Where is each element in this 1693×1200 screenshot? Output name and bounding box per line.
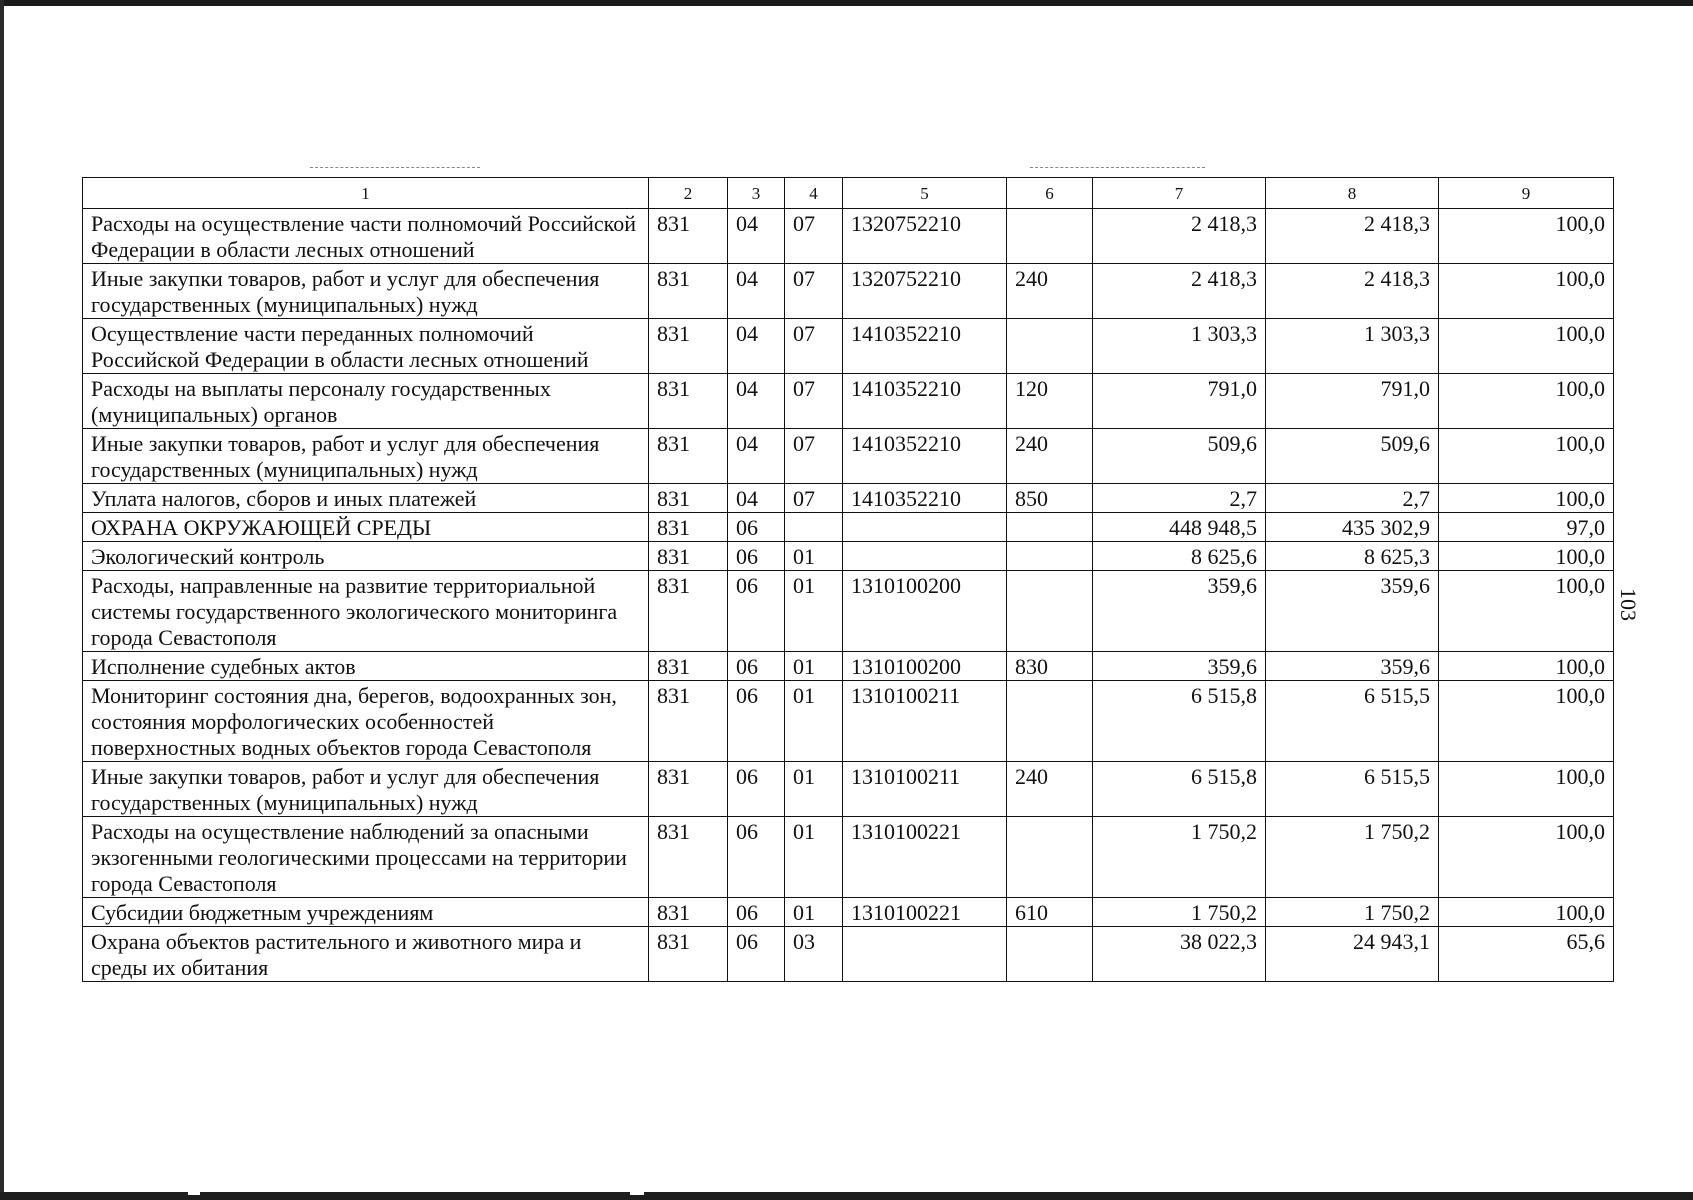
column-header-1: 1: [83, 178, 649, 209]
code-section: 06: [728, 817, 785, 898]
value-percent: 100,0: [1439, 652, 1614, 681]
code-section: 06: [728, 652, 785, 681]
code-expense-type: [1007, 542, 1093, 571]
code-ministry: 831: [649, 542, 728, 571]
code-target: 1310100200: [843, 571, 1007, 652]
code-subsection: 07: [785, 374, 843, 429]
code-expense-type: 610: [1007, 898, 1093, 927]
value-planned: 6 515,8: [1093, 681, 1266, 762]
value-percent: 100,0: [1439, 209, 1614, 264]
value-actual: 1 303,3: [1266, 319, 1439, 374]
code-subsection: 01: [785, 762, 843, 817]
code-subsection: 01: [785, 898, 843, 927]
code-section: 06: [728, 571, 785, 652]
code-ministry: 831: [649, 571, 728, 652]
code-target: 1310100221: [843, 898, 1007, 927]
table-row: [83, 542, 1614, 571]
column-header-8: 8: [1266, 178, 1439, 209]
code-target: [843, 513, 1007, 542]
row-name: Расходы, направленные на развитие территориальной системы государственного экологического мониторинга города Севастополя: [83, 571, 649, 652]
value-percent: 100,0: [1439, 542, 1614, 571]
code-subsection: 01: [785, 571, 843, 652]
table-row: [83, 652, 1614, 681]
value-planned: 509,6: [1093, 429, 1266, 484]
code-expense-type: [1007, 513, 1093, 542]
table-header-row: [83, 178, 1614, 209]
code-ministry: 831: [649, 209, 728, 264]
value-planned: 359,6: [1093, 652, 1266, 681]
value-percent: 100,0: [1439, 898, 1614, 927]
code-section: 04: [728, 264, 785, 319]
row-name: Уплата налогов, сборов и иных платежей: [83, 484, 649, 513]
code-expense-type: 240: [1007, 264, 1093, 319]
table-row: [83, 571, 1614, 652]
code-section: 04: [728, 484, 785, 513]
code-section: 06: [728, 898, 785, 927]
row-name: Расходы на выплаты персоналу государственных (муниципальных) органов: [83, 374, 649, 429]
column-header-9: 9: [1439, 178, 1614, 209]
table-row: [83, 513, 1614, 542]
row-name: Охрана объектов растительного и животного мира и среды их обитания: [83, 927, 649, 982]
code-target: 1410352210: [843, 374, 1007, 429]
value-planned: 359,6: [1093, 571, 1266, 652]
value-actual: 435 302,9: [1266, 513, 1439, 542]
value-actual: 2,7: [1266, 484, 1439, 513]
row-name: Иные закупки товаров, работ и услуг для обеспечения государственных (муниципальных) нужд: [83, 762, 649, 817]
row-name: Иные закупки товаров, работ и услуг для обеспечения государственных (муниципальных) нужд: [83, 264, 649, 319]
code-section: 04: [728, 319, 785, 374]
code-target: 1310100211: [843, 762, 1007, 817]
value-percent: 65,6: [1439, 927, 1614, 982]
code-subsection: 01: [785, 542, 843, 571]
value-planned: 2 418,3: [1093, 264, 1266, 319]
value-planned: 2 418,3: [1093, 209, 1266, 264]
value-planned: 1 750,2: [1093, 898, 1266, 927]
code-target: 1310100200: [843, 652, 1007, 681]
value-actual: 359,6: [1266, 571, 1439, 652]
column-header-4: 4: [785, 178, 843, 209]
table-row: [83, 264, 1614, 319]
value-planned: 448 948,5: [1093, 513, 1266, 542]
value-actual: 2 418,3: [1266, 264, 1439, 319]
value-percent: 100,0: [1439, 374, 1614, 429]
code-subsection: 03: [785, 927, 843, 982]
code-expense-type: 850: [1007, 484, 1093, 513]
value-percent: 100,0: [1439, 429, 1614, 484]
scan-edge-left: [0, 0, 4, 1200]
column-header-3: 3: [728, 178, 785, 209]
code-ministry: 831: [649, 817, 728, 898]
value-actual: 6 515,5: [1266, 681, 1439, 762]
value-actual: 8 625,3: [1266, 542, 1439, 571]
table-row: [83, 209, 1614, 264]
code-ministry: 831: [649, 652, 728, 681]
code-expense-type: [1007, 817, 1093, 898]
code-subsection: 01: [785, 817, 843, 898]
value-percent: 100,0: [1439, 762, 1614, 817]
column-header-6: 6: [1007, 178, 1093, 209]
row-name: Осуществление части переданных полномочий Российской Федерации в области лесных отношений: [83, 319, 649, 374]
value-planned: 2,7: [1093, 484, 1266, 513]
code-expense-type: 120: [1007, 374, 1093, 429]
value-percent: 100,0: [1439, 319, 1614, 374]
table-row: [83, 374, 1614, 429]
value-actual: 2 418,3: [1266, 209, 1439, 264]
code-subsection: [785, 513, 843, 542]
scan-gap: [630, 1192, 644, 1195]
code-ministry: 831: [649, 513, 728, 542]
code-target: [843, 542, 1007, 571]
code-target: 1410352210: [843, 484, 1007, 513]
code-subsection: 07: [785, 209, 843, 264]
row-name: Экологический контроль: [83, 542, 649, 571]
code-expense-type: [1007, 571, 1093, 652]
code-section: 04: [728, 429, 785, 484]
code-ministry: 831: [649, 374, 728, 429]
code-expense-type: [1007, 927, 1093, 982]
code-ministry: 831: [649, 681, 728, 762]
value-planned: 791,0: [1093, 374, 1266, 429]
table-row: [83, 484, 1614, 513]
value-planned: 1 750,2: [1093, 817, 1266, 898]
value-percent: 100,0: [1439, 681, 1614, 762]
column-header-7: 7: [1093, 178, 1266, 209]
document-page: [82, 177, 1614, 982]
value-actual: 1 750,2: [1266, 817, 1439, 898]
value-actual: 359,6: [1266, 652, 1439, 681]
value-actual: 509,6: [1266, 429, 1439, 484]
code-subsection: 07: [785, 429, 843, 484]
table-row: [83, 898, 1614, 927]
code-expense-type: 240: [1007, 762, 1093, 817]
code-expense-type: [1007, 319, 1093, 374]
code-subsection: 01: [785, 652, 843, 681]
value-planned: 6 515,8: [1093, 762, 1266, 817]
code-expense-type: [1007, 209, 1093, 264]
value-actual: 1 750,2: [1266, 898, 1439, 927]
row-name: Расходы на осуществление части полномочий Российской Федерации в области лесных отношений: [83, 209, 649, 264]
page-number: 103: [1616, 588, 1641, 621]
code-subsection: 07: [785, 484, 843, 513]
table-row: [83, 817, 1614, 898]
code-target: 1410352210: [843, 319, 1007, 374]
table-row: [83, 319, 1614, 374]
code-target: 1320752210: [843, 209, 1007, 264]
value-planned: 38 022,3: [1093, 927, 1266, 982]
row-name: Иные закупки товаров, работ и услуг для обеспечения государственных (муниципальных) нужд: [83, 429, 649, 484]
code-expense-type: 240: [1007, 429, 1093, 484]
code-ministry: 831: [649, 484, 728, 513]
code-target: 1310100221: [843, 817, 1007, 898]
code-subsection: 01: [785, 681, 843, 762]
row-name: Расходы на осуществление наблюдений за опасными экзогенными геологическими процессами на территории города Севастополя: [83, 817, 649, 898]
scan-edge-top: [0, 0, 1693, 6]
value-actual: 791,0: [1266, 374, 1439, 429]
row-name: ОХРАНА ОКРУЖАЮЩЕЙ СРЕДЫ: [83, 513, 649, 542]
row-name: Исполнение судебных актов: [83, 652, 649, 681]
code-ministry: 831: [649, 898, 728, 927]
table-row: [83, 927, 1614, 982]
value-percent: 100,0: [1439, 571, 1614, 652]
code-ministry: 831: [649, 264, 728, 319]
table-row: [83, 762, 1614, 817]
code-expense-type: [1007, 681, 1093, 762]
code-target: 1310100211: [843, 681, 1007, 762]
table-row: [83, 681, 1614, 762]
code-ministry: 831: [649, 762, 728, 817]
code-section: 04: [728, 209, 785, 264]
code-target: 1410352210: [843, 429, 1007, 484]
column-header-5: 5: [843, 178, 1007, 209]
code-target: 1320752210: [843, 264, 1007, 319]
row-name: Субсидии бюджетным учреждениям: [83, 898, 649, 927]
scan-edge-bottom: [0, 1192, 1693, 1200]
row-name: Мониторинг состояния дна, берегов, водоохранных зон, состояния морфологических особенностей поверхностных водных объектов города Севастополя: [83, 681, 649, 762]
scan-artifact: [310, 167, 480, 169]
value-actual: 24 943,1: [1266, 927, 1439, 982]
value-percent: 100,0: [1439, 264, 1614, 319]
table-body: [83, 209, 1614, 982]
code-section: 06: [728, 513, 785, 542]
code-ministry: 831: [649, 927, 728, 982]
code-section: 06: [728, 681, 785, 762]
code-section: 04: [728, 374, 785, 429]
code-subsection: 07: [785, 319, 843, 374]
code-target: [843, 927, 1007, 982]
value-planned: 8 625,6: [1093, 542, 1266, 571]
table-row: [83, 429, 1614, 484]
budget-table: [82, 177, 1614, 982]
code-section: 06: [728, 542, 785, 571]
value-percent: 100,0: [1439, 484, 1614, 513]
value-planned: 1 303,3: [1093, 319, 1266, 374]
value-percent: 100,0: [1439, 817, 1614, 898]
code-ministry: 831: [649, 319, 728, 374]
value-percent: 97,0: [1439, 513, 1614, 542]
code-ministry: 831: [649, 429, 728, 484]
code-section: 06: [728, 762, 785, 817]
value-actual: 6 515,5: [1266, 762, 1439, 817]
code-expense-type: 830: [1007, 652, 1093, 681]
scan-artifact: [1030, 167, 1205, 169]
code-section: 06: [728, 927, 785, 982]
code-subsection: 07: [785, 264, 843, 319]
scan-gap: [188, 1192, 200, 1195]
column-header-2: 2: [649, 178, 728, 209]
